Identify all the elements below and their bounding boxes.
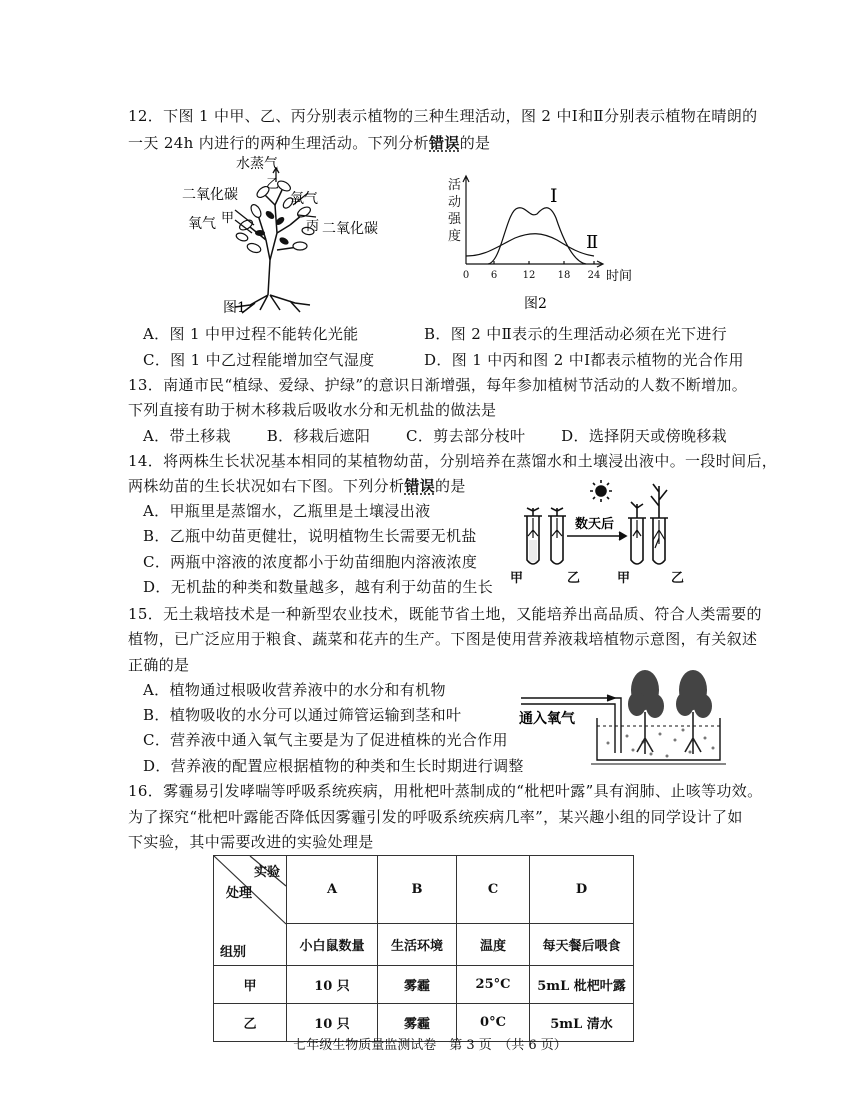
q15-stem-line1: 15．无土栽培技术是一种新型农业技术，既能节省土地，又能培养出高品质、符合人类需要的 xyxy=(128,605,762,623)
q14-label-yi-2: 乙 xyxy=(671,571,685,586)
table-cell: 雾霾 xyxy=(378,1004,457,1042)
q15-figure-hydroponics xyxy=(515,668,730,768)
table-cell: 10 只 xyxy=(287,966,378,1004)
q15-option-d: D．营养液的配置应根据植物的种类和生长时期进行调整 xyxy=(143,757,524,775)
fig2-ylabel-4: 度 xyxy=(448,229,462,244)
table-col-b-name: 生活环境 xyxy=(378,924,457,966)
q12-option-a: A．图 1 中甲过程不能转化光能 xyxy=(143,325,359,343)
figure2-chart xyxy=(440,172,650,312)
fig2-xtick-24: 24 xyxy=(587,270,601,281)
fig1-co2-right: 二氧化碳 xyxy=(322,221,378,237)
table-col-d-letter: D xyxy=(530,856,634,924)
fig2-ylabel-1: 活 xyxy=(448,178,462,193)
emphasis-wrong: 错误 xyxy=(404,477,436,495)
table-col-b-letter: B xyxy=(378,856,457,924)
fig1-water-vapor: 水蒸气 xyxy=(236,156,278,172)
fig1-co2-left: 二氧化碳 xyxy=(182,187,238,203)
table-cell: 雾霾 xyxy=(378,966,457,1004)
q13-stem-line2: 下列直接有助于树木移栽后吸收水分和无机盐的做法是 xyxy=(128,401,497,419)
fig2-ylabel-2: 动 xyxy=(448,195,462,210)
q13-options: A．带土移栽 B．移栽后遮阳 C．剪去部分枝叶 D．选择阴天或傍晚移栽 xyxy=(143,427,728,445)
table-row xyxy=(214,966,634,1004)
table-col-a-name: 小白鼠数量 xyxy=(287,924,378,966)
fig1-oxygen-right: 氧气 xyxy=(290,191,318,207)
q12-option-c: C．图 1 中乙过程能增加空气湿度 xyxy=(143,351,375,369)
fig2-curve-II-label: Ⅱ xyxy=(586,232,599,253)
q14-figure-tubes xyxy=(505,478,705,590)
fig2-curve-II xyxy=(466,234,594,256)
fig1-caption: 图1 xyxy=(223,300,246,316)
fig2-caption: 图2 xyxy=(524,296,547,312)
q15-option-c: C．营养液中通入氧气主要是为了促进植株的光合作用 xyxy=(143,731,508,749)
table-cell: 25°C xyxy=(457,966,530,1004)
fig2-xlabel: 时间 xyxy=(606,269,633,284)
q14-option-c: C．两瓶中溶液的浓度都小于幼苗细胞内溶液浓度 xyxy=(143,553,478,571)
q15-stem-line3: 正确的是 xyxy=(128,656,190,674)
table-col-c-letter: C xyxy=(457,856,530,924)
q16-stem-line2: 为了探究“枇杷叶露能否降低因雾霾引发的呼吸系统疾病几率”，某兴趣小组的同学设计了如 xyxy=(128,808,743,826)
fig1-oxygen-left: 氧气 xyxy=(188,216,216,232)
q15-option-b: B．植物吸收的水分可以通过筛管运输到茎和叶 xyxy=(143,706,462,724)
q14-label-jia-2: 甲 xyxy=(617,571,631,586)
fig2-xtick-0: 0 xyxy=(462,270,470,281)
q14-stem-line2: 两株幼苗的生长状况如右下图。下列分析错误的是 xyxy=(128,477,466,495)
experiment-table xyxy=(213,855,634,1042)
q12-stem-line2: 一天 24h 内进行的两种生理活动。下列分析错误的是 xyxy=(128,134,491,152)
q14-stem-line1: 14．将两株生长状况基本相同的某植物幼苗，分别培养在蒸馏水和土壤浸出液中。一段时间后， xyxy=(128,452,778,470)
q16-stem-line3: 下实验，其中需要改进的实验处理是 xyxy=(128,833,374,851)
fig1-jia: 甲 xyxy=(221,211,235,226)
q14-label-yi-1: 乙 xyxy=(567,571,581,586)
q12-stem-line1: 12．下图 1 中甲、乙、丙分别表示植物的三种生理活动，图 2 中Ⅰ和Ⅱ分别表示植物在晴朗的 xyxy=(128,107,758,125)
fig2-xtick-12: 12 xyxy=(522,270,536,281)
q14-arrow-label: 数天后 xyxy=(575,517,615,532)
table-group-yi: 乙 xyxy=(214,1004,287,1042)
q15-stem-line2: 植物，已广泛应用于粮食、蔬菜和花卉的生产。下图是使用营养液栽培植物示意图，有关叙述 xyxy=(128,630,758,648)
q14-option-d: D．无机盐的种类和数量越多，越有利于幼苗的生长 xyxy=(143,578,494,596)
q15-oxygen-label: 通入氧气 xyxy=(519,711,575,727)
q14-option-a: A．甲瓶里是蒸馏水，乙瓶里是土壤浸出液 xyxy=(143,502,431,520)
fig2-curve-I xyxy=(488,208,586,264)
q16-stem-line1: 16．雾霾易引发哮喘等呼吸系统疾病，用枇杷叶蒸制成的“枇杷叶露”具有润肺、止咳等功效。 xyxy=(128,782,763,800)
fig2-ylabel-3: 强 xyxy=(448,212,462,227)
table-corner-bottom: 组别 xyxy=(220,945,247,960)
fig2-curve-I-label: Ⅰ xyxy=(550,185,558,207)
plant-1-icon xyxy=(628,670,664,718)
table-cell: 0°C xyxy=(457,1004,530,1042)
q15-option-a: A．植物通过根吸收营养液中的水分和有机物 xyxy=(143,681,446,699)
table-cell: 5mL 清水 xyxy=(530,1004,634,1042)
emphasis-wrong: 错误 xyxy=(429,134,460,152)
q14-label-jia-1: 甲 xyxy=(510,571,524,586)
table-group-jia: 甲 xyxy=(214,966,287,1004)
q12-option-d: D．图 1 中丙和图 2 中Ⅰ都表示植物的光合作用 xyxy=(424,351,744,369)
table-cell: 10 只 xyxy=(287,1004,378,1042)
table-col-d-name: 每天餐后喂食 xyxy=(530,924,634,966)
table-col-c-name: 温度 xyxy=(457,924,530,966)
table-col-a-letter: A xyxy=(287,856,378,924)
fig1-yi: 乙 xyxy=(266,177,280,192)
table-corner-cell xyxy=(214,856,287,966)
q14-option-b: B．乙瓶中幼苗更健壮，说明植物生长需要无机盐 xyxy=(143,527,477,545)
fig2-xtick-18: 18 xyxy=(557,270,571,281)
q13-stem-line1: 13．南通市民“植绿、爱绿、护绿”的意识日渐增强，每年参加植树节活动的人数不断增加。 xyxy=(128,376,748,394)
table-corner-top: 实验 xyxy=(253,865,280,880)
fig1-bing: 丙 xyxy=(306,219,320,234)
figure1-plant xyxy=(180,155,390,315)
fig2-xtick-6: 6 xyxy=(490,270,498,281)
page-footer: 七年级生物质量监测试卷 第 3 页 （共 6 页） xyxy=(293,1038,567,1053)
table-cell: 5mL 枇杷叶露 xyxy=(530,966,634,1004)
q12-option-b: B．图 2 中Ⅱ表示的生理活动必须在光下进行 xyxy=(424,325,727,343)
table-corner-mid: 处理 xyxy=(226,886,253,901)
plant-2-icon xyxy=(676,670,712,718)
